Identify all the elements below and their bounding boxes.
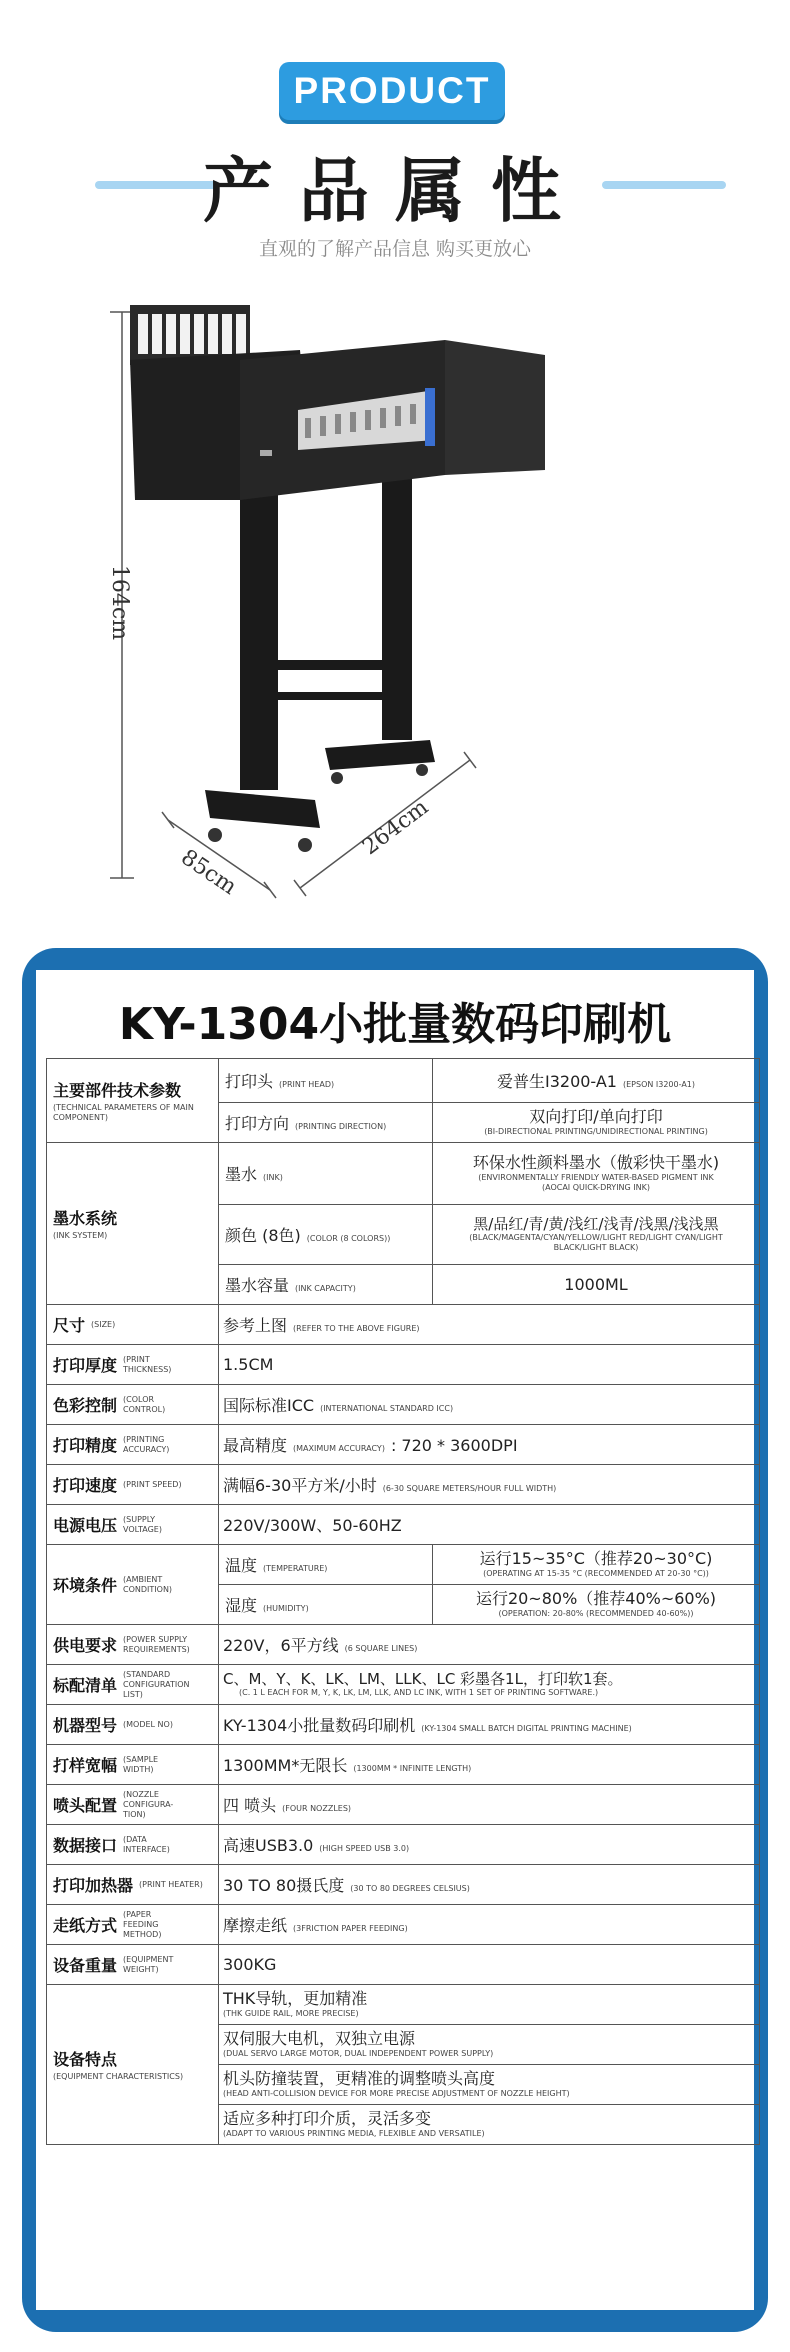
print-head-value: 爱普生I3200-A1	[496, 1072, 617, 1091]
voltage-cell	[47, 1505, 219, 1545]
feature-text-en: (THK GUIDE RAIL, MORE PRECISE)	[223, 2008, 359, 2018]
table-row	[47, 1545, 760, 1585]
humidity-label-en: (HUMIDITY)	[263, 1604, 309, 1613]
interface-value-en: (HIGH SPEED USB 3.0)	[319, 1844, 410, 1853]
width-label: 264cm	[358, 794, 434, 861]
model-label: 机器型号	[53, 1716, 118, 1735]
ink-system-en: (INK SYSTEM)	[53, 1231, 108, 1240]
feeding-value: 摩擦走纸	[223, 1916, 288, 1935]
size-value: 参考上图	[223, 1316, 288, 1335]
sample-width-cell	[47, 1745, 219, 1785]
speed-cell	[47, 1465, 219, 1505]
table-row	[47, 1625, 760, 1665]
humidity-label: 湿度	[225, 1596, 258, 1615]
feature-item	[219, 2065, 760, 2105]
table-row	[47, 1705, 760, 1745]
feeding-value-en: (3FRICTION PAPER FEEDING)	[293, 1924, 408, 1933]
config-label-en: (STANDARD CONFIGURATION LIST)	[123, 1669, 190, 1699]
print-direction-label-cell	[219, 1103, 433, 1143]
accuracy-value-cell	[219, 1425, 760, 1465]
power-label: 供电要求	[53, 1636, 118, 1655]
environment-label: 环境条件	[53, 1576, 118, 1595]
ink-value-en: (ENVIRONMENTALLY FRIENDLY WATER-BASED PIGMENT INK (AOCAI QUICK-DRYING INK)	[478, 1172, 714, 1192]
product-badge: PRODUCT	[279, 62, 505, 120]
color-control-cell	[47, 1385, 219, 1425]
product-illustration	[100, 300, 720, 900]
feeding-label-en: (PAPER FEEDING METHOD)	[123, 1909, 162, 1939]
ink-capacity-label-en: (INK CAPACITY)	[295, 1284, 356, 1293]
thickness-cell	[47, 1345, 219, 1385]
sample-width-value-cell	[219, 1745, 760, 1785]
print-head-label-en: (PRINT HEAD)	[279, 1080, 335, 1089]
feature-text: 适应多种打印介质，灵活多变	[223, 2109, 432, 2129]
nozzle-label: 喷头配置	[53, 1796, 118, 1815]
table-row	[47, 1865, 760, 1905]
colors-value-cell	[433, 1205, 760, 1265]
temperature-label-en: (TEMPERATURE)	[263, 1564, 328, 1573]
table-row	[47, 1345, 760, 1385]
table-row	[47, 1665, 760, 1705]
thickness-value-cell	[219, 1345, 760, 1385]
features-cell	[47, 1985, 219, 2145]
heater-label-en: (PRINT HEATER)	[139, 1879, 203, 1889]
power-value-en: (6 SQUARE LINES)	[344, 1644, 418, 1653]
weight-value: 300KG	[223, 1955, 277, 1974]
ink-system-label: 墨水系统	[53, 1209, 118, 1228]
size-value-en: (REFER TO THE ABOVE FIGURE)	[293, 1324, 420, 1333]
ink-label: 墨水	[225, 1165, 258, 1184]
spec-table	[46, 1058, 760, 2145]
ink-capacity-value-cell	[433, 1265, 760, 1305]
print-head-value-cell	[433, 1059, 760, 1103]
main-components-en: (TECHNICAL PARAMETERS OF MAIN COMPONENT)	[53, 1103, 194, 1122]
nozzle-value-cell	[219, 1785, 760, 1825]
main-components-label: 主要部件技术参数	[53, 1081, 182, 1100]
config-cell	[47, 1665, 219, 1705]
table-row	[47, 1505, 760, 1545]
print-direction-label-en: (PRINTING DIRECTION)	[295, 1122, 387, 1131]
power-label-en: (POWER SUPPLY REQUIREMENTS)	[123, 1634, 190, 1654]
thickness-label-en: (PRINT THICKNESS)	[123, 1354, 172, 1374]
feeding-cell	[47, 1905, 219, 1945]
feature-item	[219, 2105, 760, 2145]
colors-label: 颜色 (8色)	[225, 1226, 301, 1245]
accuracy-value: 最高精度	[223, 1436, 288, 1455]
size-cell	[47, 1305, 219, 1345]
speed-value-cell	[219, 1465, 760, 1505]
features-label: 设备特点	[53, 2050, 118, 2069]
config-label: 标配清单	[53, 1676, 118, 1695]
heater-value-cell	[219, 1865, 760, 1905]
color-control-label-en: (COLOR CONTROL)	[123, 1394, 166, 1414]
config-value-cell	[219, 1665, 760, 1705]
accuracy-cell	[47, 1425, 219, 1465]
print-direction-label: 打印方向	[225, 1114, 290, 1133]
accuracy-value-en: (MAXIMUM ACCURACY)	[293, 1444, 385, 1453]
voltage-label-en: (SUPPLY VOLTAGE)	[123, 1514, 162, 1534]
size-label: 尺寸	[53, 1316, 86, 1335]
ink-capacity-label-cell	[219, 1265, 433, 1305]
model-value: KY-1304小批量数码印刷机	[223, 1716, 416, 1735]
speed-value-en: (6-30 SQUARE METERS/HOUR FULL WIDTH)	[382, 1484, 557, 1493]
thickness-value: 1.5CM	[223, 1355, 274, 1374]
table-row	[47, 1785, 760, 1825]
colors-value: 黑/品红/青/黄/浅红/浅青/浅黑/浅浅黑	[473, 1214, 719, 1233]
table-row	[47, 1059, 760, 1103]
config-value-en: (C. 1 L EACH FOR M, Y, K, LK, LM, LLK, AND LC INK, WITH 1 SET OF PRINTING SOFTWARE.)	[239, 1688, 599, 1698]
color-control-value-cell	[219, 1385, 760, 1425]
table-row	[47, 1385, 760, 1425]
power-value: 220V，6平方线	[223, 1636, 339, 1655]
colors-label-en: (COLOR (8 COLORS))	[306, 1234, 391, 1243]
size-value-cell	[219, 1305, 760, 1345]
heater-cell	[47, 1865, 219, 1905]
weight-value-cell	[219, 1945, 760, 1985]
humidity-label-cell	[219, 1585, 433, 1625]
environment-label-en: (AMBIENT CONDITION)	[123, 1574, 173, 1594]
sample-width-label: 打样宽幅	[53, 1756, 118, 1775]
nozzle-label-en: (NOZZLE CONFIGURA-TION)	[123, 1789, 174, 1819]
heater-value: 30 TO 80摄氏度	[223, 1876, 345, 1895]
environment-cell	[47, 1545, 219, 1625]
interface-value: 高速USB3.0	[223, 1836, 314, 1855]
temperature-label: 温度	[225, 1556, 258, 1575]
config-value: C、M、Y、K、LK、LM、LLK、LC 彩墨各1L，打印软1套。	[223, 1669, 623, 1688]
table-row	[47, 1985, 760, 2025]
interface-label: 数据接口	[53, 1836, 118, 1855]
feature-text: 机头防撞装置，更精准的调整喷头高度	[223, 2069, 496, 2089]
height-label: 164cm	[107, 564, 133, 641]
temperature-value: 运行15~35°C（推荐20~30°C)	[479, 1549, 713, 1569]
power-value-cell	[219, 1625, 760, 1665]
weight-label-en: (EQUIPMENT WEIGHT)	[123, 1954, 174, 1974]
feature-text-en: (DUAL SERVO LARGE MOTOR, DUAL INDEPENDENT POWER SUPPLY)	[223, 2048, 494, 2058]
ink-system-cell	[47, 1143, 219, 1305]
heater-value-en: (30 TO 80 DEGREES CELSIUS)	[350, 1884, 470, 1893]
nozzle-cell	[47, 1785, 219, 1825]
thickness-label: 打印厚度	[53, 1356, 118, 1375]
main-components-cell	[47, 1059, 219, 1143]
color-control-value: 国际标准ICC	[223, 1396, 315, 1415]
table-row	[47, 1945, 760, 1985]
feature-item	[219, 2025, 760, 2065]
interface-cell	[47, 1825, 219, 1865]
model-label-en: (MODEL NO)	[123, 1719, 173, 1729]
voltage-value-cell	[219, 1505, 760, 1545]
spec-panel	[22, 948, 768, 2332]
speed-value: 满幅6-30平方米/小时	[223, 1476, 377, 1495]
voltage-value: 220V/300W、50-60HZ	[223, 1516, 402, 1535]
table-row	[47, 1905, 760, 1945]
temperature-label-cell	[219, 1545, 433, 1585]
print-direction-value: 双向打印/单向打印	[529, 1107, 663, 1127]
table-row	[47, 1465, 760, 1505]
table-row	[47, 1745, 760, 1785]
feature-text-en: (ADAPT TO VARIOUS PRINTING MEDIA, FLEXIBLE AND VERSATILE)	[223, 2128, 485, 2138]
print-direction-value-cell	[433, 1103, 760, 1143]
sample-width-value-en: (1300MM * INFINITE LENGTH)	[353, 1764, 472, 1773]
speed-label: 打印速度	[53, 1476, 118, 1495]
depth-label: 85cm	[176, 845, 241, 900]
features-label-en: (EQUIPMENT CHARACTERISTICS)	[53, 2072, 184, 2081]
table-row	[47, 1143, 760, 1205]
power-cell	[47, 1625, 219, 1665]
accuracy-value-tail: : 720 * 3600DPI	[390, 1436, 518, 1455]
nozzle-value: 四 喷头	[223, 1796, 277, 1815]
temperature-value-cell	[433, 1545, 760, 1585]
heater-label: 打印加热器	[53, 1876, 134, 1895]
spec-title: KY-1304小批量数码印刷机	[118, 999, 672, 1050]
feature-text: 双伺服大电机，双独立电源	[223, 2029, 416, 2049]
voltage-label: 电源电压	[53, 1516, 118, 1535]
humidity-value-cell	[433, 1585, 760, 1625]
nozzle-value-en: (FOUR NOZZLES)	[282, 1804, 352, 1813]
color-control-label: 色彩控制	[53, 1396, 118, 1415]
ink-value: 环保水性颜料墨水（傲彩快干墨水)	[472, 1153, 720, 1173]
feature-item	[219, 1985, 760, 2025]
sample-width-label-en: (SAMPLE WIDTH)	[123, 1754, 159, 1774]
feeding-value-cell	[219, 1905, 760, 1945]
print-direction-value-en: (BI-DIRECTIONAL PRINTING/UNIDIRECTIONAL PRINTING)	[484, 1126, 708, 1136]
colors-value-en: (BLACK/MAGENTA/CYAN/YELLOW/LIGHT RED/LIGHT CYAN/LIGHT BLACK/LIGHT BLACK)	[469, 1233, 723, 1253]
ink-capacity-label: 墨水容量	[225, 1276, 290, 1295]
weight-label: 设备重量	[53, 1956, 118, 1975]
ink-capacity-value: 1000ML	[564, 1275, 628, 1294]
weight-cell	[47, 1945, 219, 1985]
temperature-value-en: (OPERATING AT 15-35 °C (RECOMMENDED AT 20-30 °C))	[483, 1568, 709, 1578]
colors-label-cell	[219, 1205, 433, 1265]
humidity-value: 运行20~80%（推荐40%~60%)	[475, 1589, 717, 1609]
model-value-cell	[219, 1705, 760, 1745]
model-value-en: (KY-1304 SMALL BATCH DIGITAL PRINTING MACHINE)	[421, 1724, 632, 1733]
title-row	[0, 135, 790, 232]
color-control-value-en: (INTERNATIONAL STANDARD ICC)	[320, 1404, 454, 1413]
interface-label-en: (DATA INTERFACE)	[123, 1834, 170, 1854]
table-row	[47, 1305, 760, 1345]
ink-value-cell	[433, 1143, 760, 1205]
feature-text-en: (HEAD ANTI-COLLISION DEVICE FOR MORE PRECISE ADJUSTMENT OF NOZZLE HEIGHT)	[223, 2088, 570, 2098]
print-head-value-en: (EPSON I3200-A1)	[622, 1080, 695, 1089]
feeding-label: 走纸方式	[53, 1916, 118, 1935]
page-title: 产品属性	[203, 150, 587, 232]
ink-label-cell	[219, 1143, 433, 1205]
size-label-en: (SIZE)	[91, 1319, 116, 1329]
print-head-label-cell	[219, 1059, 433, 1103]
table-row	[47, 1425, 760, 1465]
print-head-label: 打印头	[225, 1072, 274, 1091]
table-row	[47, 1825, 760, 1865]
sample-width-value: 1300MM*无限长	[223, 1756, 348, 1775]
accuracy-label-en: (PRINTING ACCURACY)	[123, 1434, 170, 1454]
speed-label-en: (PRINT SPEED)	[123, 1479, 182, 1489]
page-subtitle: 直观的了解产品信息 购买更放心	[258, 238, 532, 260]
interface-value-cell	[219, 1825, 760, 1865]
model-cell	[47, 1705, 219, 1745]
ink-label-en: (INK)	[263, 1173, 283, 1182]
humidity-value-en: (OPERATION: 20-80% (RECOMMENDED 40-60%))	[498, 1608, 694, 1618]
title-decor-line-right	[602, 181, 726, 189]
accuracy-label: 打印精度	[53, 1436, 118, 1455]
feature-text: THK导轨，更加精准	[223, 1989, 368, 2009]
